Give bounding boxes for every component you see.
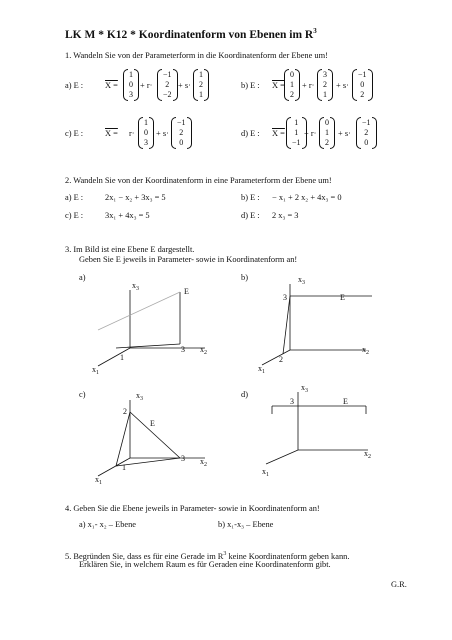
fig-b-tick2: 2 [279,355,283,364]
fig-d-x3: $x_3$ [301,383,308,394]
fig-a-x2: $x_2$ [200,345,207,356]
task2-heading: 2. Wandeln Sie von der Koordinatenform in eine Parameterform der Ebene um! [65,176,332,185]
fig-b-x3: $x_3$ [298,275,305,286]
fig-c-tick2: 2 [123,407,127,416]
task4-heading: 4. Geben Sie die Ebene jeweils in Parameter- sowie in Koordinatenform an! [65,504,320,513]
task2-a-label: a) E : [65,193,84,202]
vector-a0: 1 0 3 [129,70,133,100]
fig-b-label: b) [241,273,248,282]
task1-heading: 1. Wandeln Sie von der Parameterform in die Koordinatenform der Ebene um! [65,51,328,60]
fig-d-E: E [343,397,348,406]
task4-a: a) x₁- x₂ – Ebene [79,520,136,529]
fig-b-x1: $x_1$ [258,364,265,375]
fig-a-x1: $x_1$ [92,365,99,376]
vector-b2: −1 0 2 [358,70,367,100]
fig-d-label: d) [241,390,248,399]
task3-heading: 3. Im Bild ist eine Ebene E dargestellt. [65,245,195,254]
task5-line2: Erklären Sie, in welchem Raum es für Geraden eine Koordinatenform gibt. [79,560,331,569]
fig-d-x2: $x_2$ [364,449,371,460]
fig-c-label: c) [79,390,86,399]
task4-b: b) x₁-x₃ – Ebene [218,520,274,529]
page-title: LK M * K12 * Koordinatenform von Ebenen im $R^3$ [65,27,317,41]
vector-b0: 0 1 2 [290,70,294,100]
fig-b-tick3: 3 [283,293,287,302]
vector-a1: −1 2 −2 [163,70,172,100]
fig-c-tick3: 3 [181,454,185,463]
fig-c-x2: $x_2$ [200,457,207,468]
fig-a-x3: $x_3$ [132,281,139,292]
task2-a-eq: 2x₁ − x₂ + 3x₃ = 5 [105,193,166,202]
fig-c-E: E [150,419,155,428]
fig-a-tick3: 3 [181,345,185,354]
fig-c-x3: $x_3$ [136,391,143,402]
fig-c-tick1: 1 [122,463,126,472]
vector-d0: 1 1 −1 [292,118,301,148]
task2-d-eq: 2 x₃ = 3 [272,211,299,220]
task2-c-label: c) E : [65,211,84,220]
task2-d-label: d) E : [241,211,260,220]
fig-c-x1: $x_1$ [95,475,102,486]
task3-sub: Geben Sie E jeweils in Parameter- sowie in Koordinatenform an! [79,255,298,264]
author-initials: G.R. [391,580,407,589]
fig-d-tick3: 3 [290,397,294,406]
fig-a-label: a) [79,273,86,282]
task5-heading: 5. Begründen Sie, dass es für eine Gerade im $R^3$ keine Koordinatenform geben kann. [65,551,350,561]
fig-a-tick1: 1 [120,353,124,362]
vector-c1: 1 0 3 [144,118,148,148]
vector-d2: −1 2 0 [362,118,371,148]
fig-d-x1: $x_1$ [262,467,269,478]
vector-a2: 1 2 1 [199,70,203,100]
task2-c-eq: 3x₁ + 4x₃ = 5 [105,211,150,220]
fig-b-x2: $x_2$ [362,345,369,356]
vector-d1: 0 1 2 [325,118,329,148]
task2-b-label: b) E : [241,193,260,202]
fig-a-E: E [184,287,189,296]
task2-b-eq: − x₁ + 2 x₂ + 4x₃ = 0 [272,193,342,202]
vector-b1: 3 2 1 [323,70,327,100]
fig-b-E: E [340,293,345,302]
vector-c2: −1 2 0 [177,118,186,148]
